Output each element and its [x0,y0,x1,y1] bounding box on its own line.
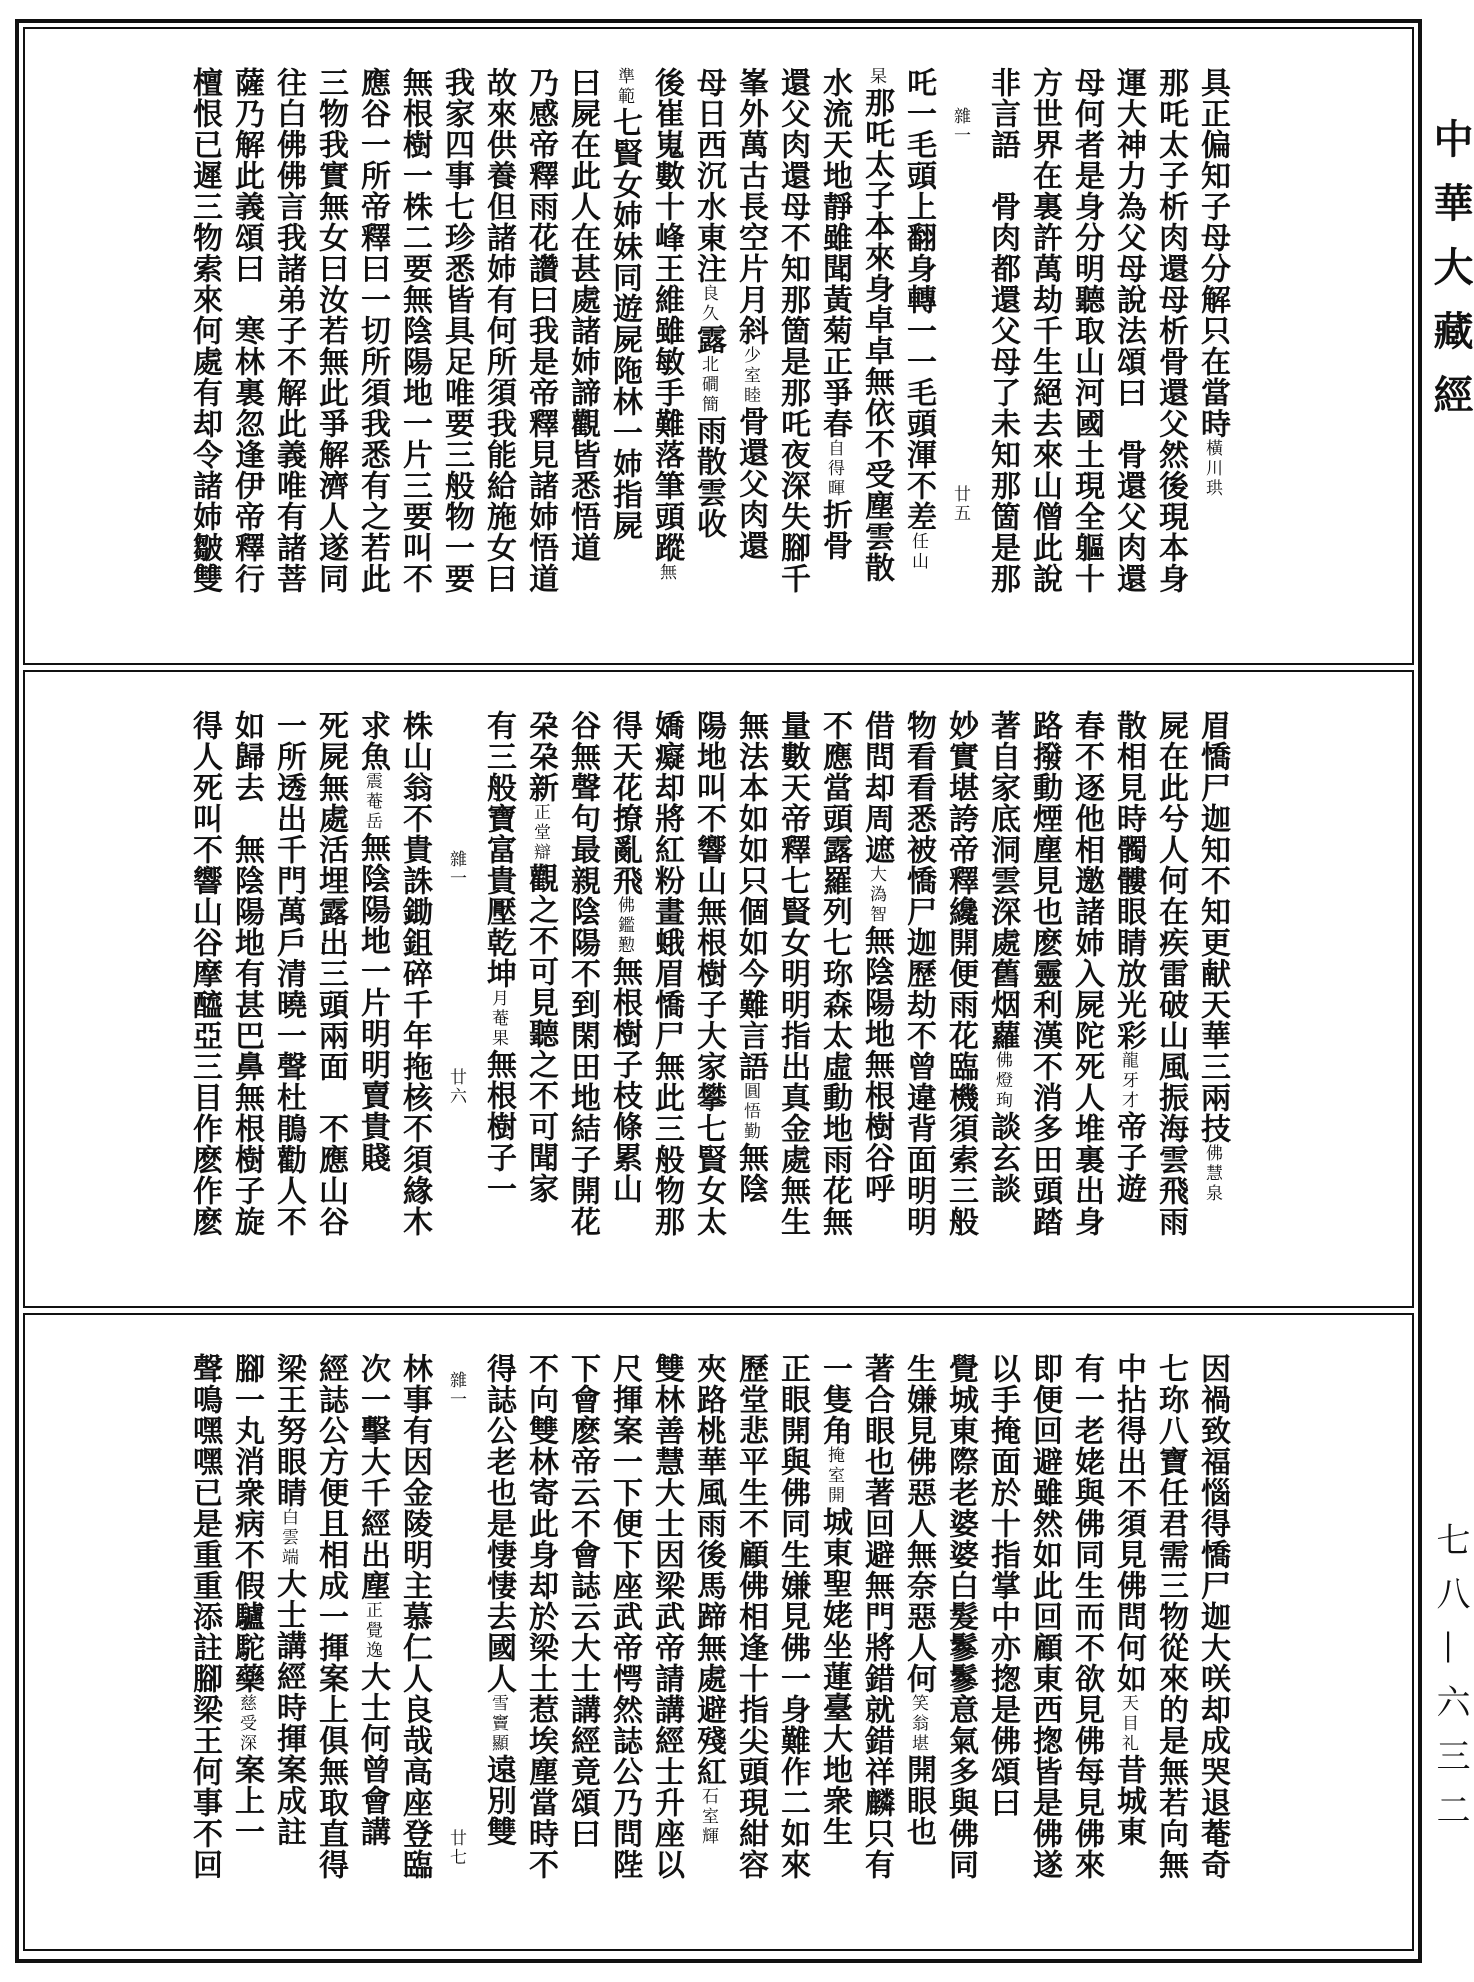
attribution-note: 大溈智 [866,865,886,925]
text-column [1023,67,1065,633]
text-column [183,67,225,633]
column-text: 尺揮案一下便下座武帝愕然誌公乃問陛 [607,1353,642,1880]
text-column [225,1353,267,1919]
column-text: 無根樹一株二要無陰陽地一片三要叫不 [397,67,432,594]
column-text: 有一老姥與佛同生而不欲見佛每見佛來 [1069,1353,1104,1880]
text-column [1149,1353,1191,1919]
column-text: 經誌公方便且相成一揮案上俱無取直得 [313,1353,348,1880]
attribution-note: 杲 [866,67,886,87]
text-column [645,1353,687,1919]
text-column [813,710,855,1276]
column-text: 著合眼也著回避無門將錯就錯祥麟只有 [859,1353,894,1880]
text-column [1065,1353,1107,1919]
attribution-note: 橫川珙 [1202,439,1222,499]
column-text: 骨還父肉還 [733,406,768,561]
attribution-note: 雪竇顯 [488,1694,508,1754]
column-text: 借問却周遮 [859,710,894,865]
column-text: 不應當頭露羅列七珎森太虛動地雨花無 [817,710,852,1237]
text-column [603,1353,645,1919]
attribution-note: 準範 [614,67,634,107]
attribution-note: 震菴岳 [362,772,382,832]
text-column [477,710,519,1276]
page-frame [15,19,1422,1963]
attribution-note: 北磵簡 [698,355,718,415]
column-text: 株山翁不貴誅鋤鉏碎千年拖核不須緣木 [397,710,432,1237]
column-text: 檀恨已遲三物索來何處有却令諸姉皺雙 [187,67,222,594]
column-text: 路撥動煙塵見也麽靈利漢不消多田頭踏 [1027,710,1062,1237]
attribution-note: 龍牙才 [1118,1051,1138,1111]
text-column [1107,1353,1149,1919]
text-column [981,710,1023,1276]
text-column [1191,67,1233,633]
column-text: 露 [691,324,726,355]
text-column [603,67,645,633]
text-column [1191,710,1233,1276]
attribution-note: 任山 [908,532,928,572]
text-column [351,1353,393,1919]
column-text: 那吒太子析肉還母析骨還父然後現本身 [1153,67,1188,594]
column-text: 不向雙林寄此身却於梁土惹埃塵當時不 [523,1353,558,1880]
column-text: 朶朶新 [523,710,558,803]
column-text: 物看看悉被憍尸迦歷劫不曾違背面明明 [901,710,936,1237]
column-text: 一隻角 [817,1353,852,1446]
text-column [1107,67,1149,633]
column-text: 生嫌見佛惡人無奈惡人何 [901,1353,936,1694]
column-text: 遠別雙 [481,1754,516,1847]
column-block [183,710,1233,1276]
column-text: 昔城東 [1111,1754,1146,1847]
text-column [267,1353,309,1919]
column-text: 眉憍尸迦知不知更献天華三兩技 [1195,710,1230,1144]
column-text: 往白佛佛言我諸弟子不解此義唯有諸菩 [271,67,306,594]
column-text: 談玄談 [985,1111,1020,1204]
page-marker: 廿六 [446,1068,466,1106]
text-column [981,67,1023,633]
text-column [1023,710,1065,1276]
column-text: 故來供養但諸姉有何所須我能給施女曰 [481,67,516,594]
column-text: 峯外萬古長空片月斜 [733,67,768,346]
column-text: 我家四事七珍悉皆具足唯要三般物一要 [439,67,474,594]
text-column [393,67,435,633]
column-text: 即便回避雖然如此回顧東西揔皆是佛遂 [1027,1353,1062,1880]
column-text: 薩乃解此義頌曰 寒林裏忽逢伊帝釋行 [229,67,264,594]
margin-title: 中華大藏經 [1427,118,1474,438]
column-text: 運大神力為父母說法頌曰 骨還父肉還 [1111,67,1146,594]
text-column [771,1353,813,1919]
text-column [519,67,561,633]
column-text: 無法本如如只個如今難言語 [733,710,768,1082]
text-column [729,710,771,1276]
column-text: 母日西沉水東注 [691,67,726,284]
column-block [183,67,1233,633]
text-column [771,67,813,633]
column-text: 三物我實無女曰汝若無此爭解濟人遂同 [313,67,348,594]
column-text: 觀之不可見聽之不可聞家 [523,863,558,1204]
column-text: 應谷一所帝釋曰一切所須我悉有之若此 [355,67,390,594]
column-text: 折骨 [817,499,852,561]
attribution-note: 笑翁堪 [908,1694,928,1754]
attribution-note: 佛慧泉 [1202,1144,1222,1204]
text-column [183,1353,225,1919]
text-column [687,1353,729,1919]
column-text: 無陰 [733,1142,768,1204]
column-text: 案上一 [229,1754,264,1847]
text-column [309,1353,351,1919]
text-column [813,67,855,633]
column-text: 帝子遊 [1111,1111,1146,1204]
text-column [687,710,729,1276]
column-text: 母何者是身分明聽取山河國土現全軀十 [1069,67,1104,594]
column-text: 正眼開與佛同生嫌見佛一身難作二如來 [775,1353,810,1880]
page-marker: 廿七 [446,1829,466,1867]
attribution-note: 無 [656,563,676,583]
column-text: 吒一毛頭上翻身轉一一毛頭渾不差 [901,67,936,532]
text-column [645,710,687,1276]
column-text: 一所透出千門萬戶清曉一聲杜鵑勸人不 [271,710,306,1237]
column-text: 屍在此兮人何在疾雷破山風振海雲飛雨 [1153,710,1188,1237]
column-text: 方世界在裏許萬劫千生絕去來山僧此說 [1027,67,1062,594]
attribution-note: 自得暉 [824,439,844,499]
column-text: 雙林善慧大士因梁武帝請講經士升座以 [649,1353,684,1880]
text-column [225,67,267,633]
attribution-note: 天目礼 [1118,1694,1138,1754]
page-marker: 雜一 [446,850,466,888]
column-text: 大士何曾會講 [355,1661,390,1847]
text-column [771,710,813,1276]
column-text: 無根樹子一 [481,1049,516,1204]
text-column [1023,1353,1065,1919]
column-text: 乃感帝釋雨花讚曰我是帝釋見諸姉悟道 [523,67,558,594]
column-text: 無陰陽地無根樹谷呼 [859,925,894,1204]
text-column [561,710,603,1276]
column-text: 雨散雲收 [691,415,726,539]
column-text: 有三般寶富貴壓乾坤 [481,710,516,989]
column-text: 非言語 骨肉都還父母了未知那箇是那 [985,67,1020,594]
column-text: 妙實堪誇帝釋纔開便雨花臨機須索三般 [943,710,978,1237]
column-text: 具正偏知子母分解只在當時 [1195,67,1230,439]
text-column [1149,67,1191,633]
column-text: 量數天帝釋七賢女明明指出真金處無生 [775,710,810,1237]
attribution-note: 掩室開 [824,1446,844,1506]
text-column [939,1353,981,1919]
column-text: 覺城東際老婆婆白髮鬖鬖意氣多與佛同 [943,1353,978,1880]
column-text: 得人死叫不響山谷摩醯亞三目作麽作麽 [187,710,222,1237]
column-text: 七賢女姉妹同遊屍陁林一姉指屍 [607,107,642,541]
column-text: 那吒太子本來身卓卓無依不受塵雲散 [859,87,894,583]
column-text: 下會麽帝云不會誌云大士講經竟頌曰 [565,1353,600,1849]
text-column [1065,710,1107,1276]
text-column [561,1353,603,1919]
page-marker-column [939,67,981,633]
text-column [435,67,477,633]
attribution-note: 圓悟勤 [740,1082,760,1142]
text-column [351,67,393,633]
page-marker: 廿五 [950,485,970,523]
column-text: 求魚 [355,710,390,772]
column-text: 無陰陽地一片明明賣貴賤 [355,832,390,1173]
column-text: 因禍致福惱得憍尸迦大咲却成哭退菴奇 [1195,1353,1230,1880]
column-text: 陽地叫不響山無根樹子大家攀七賢女太 [691,710,726,1237]
attribution-note: 佛燈珣 [992,1051,1012,1111]
column-text: 林事有因金陵明主慕仁人良哉高座登臨 [397,1353,432,1880]
column-text: 聲鳴嘿嘿已是重重添註腳梁王何事不回 [187,1353,222,1880]
column-text: 得誌公老也是悽悽去國人 [481,1353,516,1694]
attribution-note: 少室睦 [740,346,760,406]
text-column [729,1353,771,1919]
attribution-note: 佛鑑懃 [614,896,634,956]
attribution-note: 正覺逸 [362,1601,382,1661]
attribution-note: 石室輝 [698,1787,718,1847]
text-column [393,710,435,1276]
text-panel-top [23,27,1414,665]
column-text: 死屍無處活埋露出三頭兩面 不應山谷 [313,710,348,1237]
text-column [1107,710,1149,1276]
column-text: 開眼也 [901,1754,936,1847]
text-column [351,710,393,1276]
column-text: 以手掩面於十指掌中亦揔是佛頌曰 [985,1353,1020,1818]
column-text: 歷堂悲平生不顧佛相逢十指尖頭現紺容 [733,1353,768,1880]
margin-page-number: 七八—六三二 [1430,1522,1470,1846]
column-text: 水流天地靜雖聞黃菊正爭春 [817,67,852,439]
text-column [603,710,645,1276]
text-column [309,67,351,633]
text-column [519,710,561,1276]
column-text: 大士講經時揮案成註 [271,1568,306,1847]
page-marker: 雜一 [446,1371,466,1409]
column-block [183,1353,1233,1919]
column-text: 春不逐他相邀諸姉入屍陀死人堆裏出身 [1069,710,1104,1237]
column-text: 無根樹子枝條累山 [607,956,642,1204]
column-text: 還父肉還母不知那箇是那吒夜深失腳千 [775,67,810,594]
column-text: 如歸去 無陰陽地有甚巴鼻無根樹子旋 [229,710,264,1237]
page-marker: 雜一 [950,107,970,145]
column-text: 城東聖姥坐蓮臺大地衆生 [817,1506,852,1847]
text-column [267,67,309,633]
text-column [477,1353,519,1919]
attribution-note: 慈受深 [236,1694,256,1754]
text-column [981,1353,1023,1919]
page-marker-column [435,1353,477,1919]
text-column [267,710,309,1276]
text-panel-bottom [23,1313,1414,1951]
text-column [897,710,939,1276]
column-text: 嬌癡却將紅粉畫蛾眉憍尸無此三般物那 [649,710,684,1237]
column-text: 谷無聲句最親陰陽不到閑田地結子開花 [565,710,600,1237]
column-text: 梁王努眼睛 [271,1353,306,1508]
text-column [897,67,939,633]
column-text: 腳一丸消衆病不假驢駝藥 [229,1353,264,1694]
column-text: 曰屍在此人在甚處諸姉諦觀皆悉悟道 [565,67,600,563]
text-column [183,710,225,1276]
text-column [645,67,687,633]
text-column [225,710,267,1276]
column-text: 次一擊大千經出塵 [355,1353,390,1601]
text-column [477,67,519,633]
text-column [561,67,603,633]
text-column [393,1353,435,1919]
column-text: 夾路桃華風雨後馬蹄無處避殘紅 [691,1353,726,1787]
attribution-note: 白雲端 [278,1508,298,1568]
text-column [519,1353,561,1919]
attribution-note: 正堂辯 [530,803,550,863]
text-column [939,710,981,1276]
text-panel-middle [23,670,1414,1308]
text-column [687,67,729,633]
page-marker-column [435,710,477,1276]
attribution-note: 月菴果 [488,989,508,1049]
column-text: 得天花撩亂飛 [607,710,642,896]
text-column [855,67,897,633]
text-column [309,710,351,1276]
text-column [897,1353,939,1919]
column-text: 著自家底洞雲深處舊烟蘿 [985,710,1020,1051]
text-column [1149,710,1191,1276]
column-text: 散相見時髑髏眼睛放光彩 [1111,710,1146,1051]
text-column [729,67,771,633]
column-text: 七珎八寶任君需三物從來的是無若向無 [1153,1353,1188,1880]
column-text: 後崔嵬數十峰王維雖敏手難落筆頭蹤 [649,67,684,563]
text-column [1065,67,1107,633]
text-column [813,1353,855,1919]
text-column [855,1353,897,1919]
text-column [855,710,897,1276]
text-column [1191,1353,1233,1919]
attribution-note: 良久 [698,284,718,324]
column-text: 中拈得出不須見佛問何如 [1111,1353,1146,1694]
